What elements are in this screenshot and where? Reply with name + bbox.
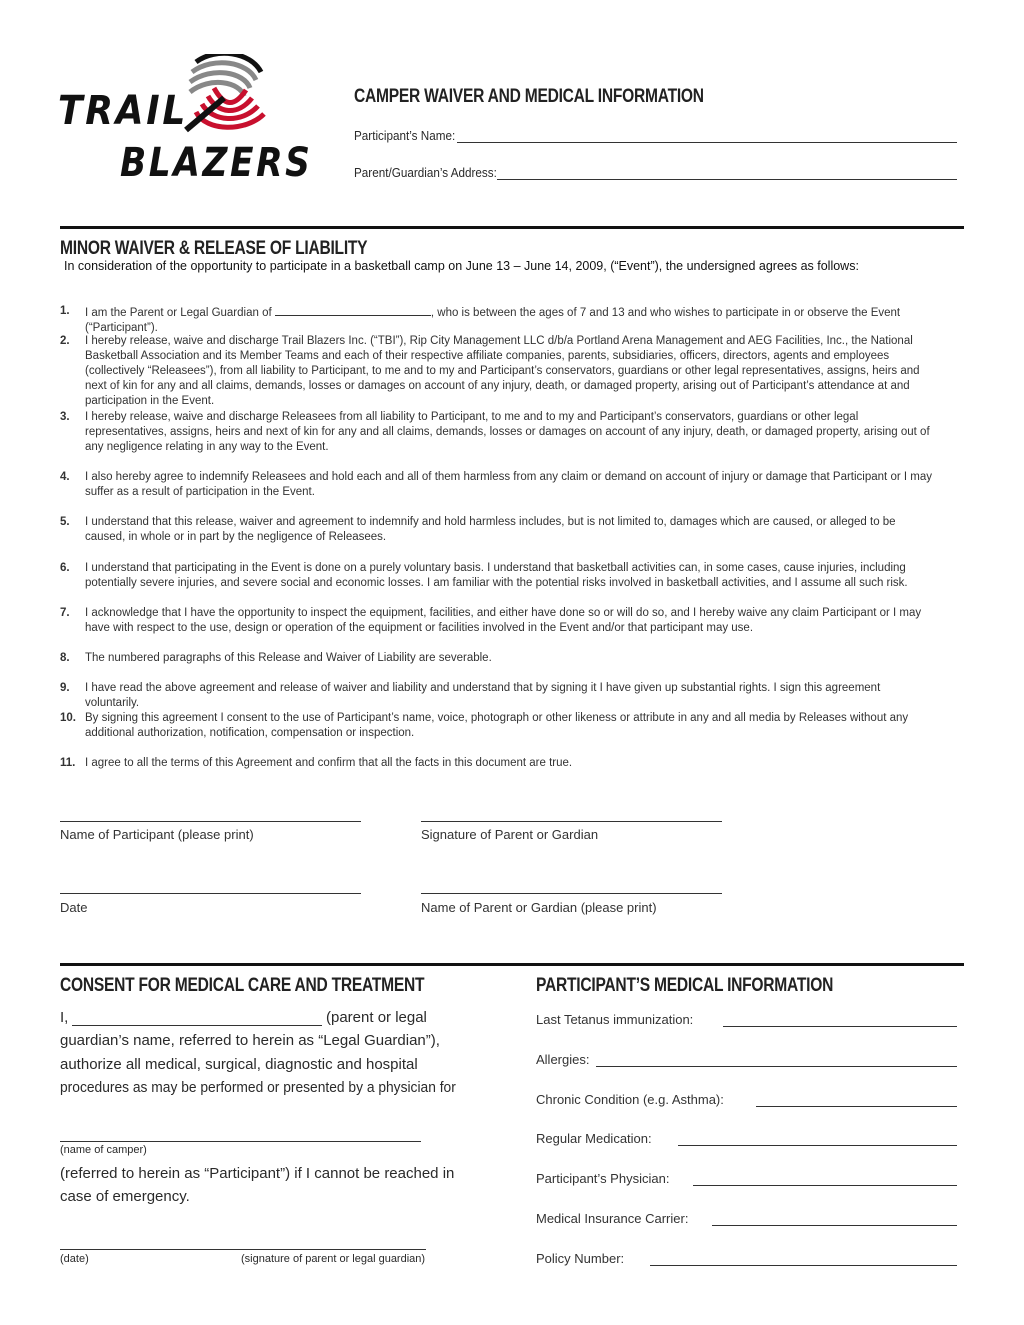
item-number: 9.	[60, 682, 70, 694]
regular-medication-label: Regular Medication:	[536, 1131, 652, 1146]
insurance-carrier-label: Medical Insurance Carrier:	[536, 1211, 689, 1226]
item-number: 5.	[60, 516, 70, 528]
date-field[interactable]	[60, 893, 361, 894]
item-number: 10.	[60, 712, 76, 724]
item-number: 2.	[60, 335, 70, 347]
item1-prefix: I am the Parent or Legal Guardian of	[85, 307, 272, 319]
tetanus-label: Last Tetanus immunization:	[536, 1012, 694, 1027]
consent-line-2: guardian’s name, referred to herein as “Legal Guardian”),	[60, 1032, 440, 1049]
item1-suffix: , who is between the ages of 7 and 13 and who wishes to participate in or observe the Event (“Participant”).	[85, 307, 901, 334]
parent-signature-label: Signature of Parent or Gardian	[421, 827, 599, 842]
child-name-blank[interactable]	[275, 304, 431, 316]
participant-name-label: Participant’s Name:	[354, 128, 456, 143]
consent-title: CONSENT FOR MEDICAL CARE AND TREATMENT	[60, 975, 425, 996]
chronic-condition-label: Chronic Condition (e.g. Asthma):	[536, 1092, 724, 1107]
allergies-label: Allergies:	[536, 1052, 590, 1067]
trail-blazers-logo	[54, 54, 313, 194]
tetanus-field[interactable]	[723, 1026, 957, 1027]
item-text: I understand that this release, waiver and agreement to indemnify and hold harmless includes, but is not limited to, damages which are caused, or alleged to be caused, in whole or in part by the negligence of Releasees.	[85, 516, 896, 543]
medical-title: PARTICIPANT’S MEDICAL INFORMATION	[536, 975, 834, 996]
consent-date-signature-field[interactable]	[60, 1249, 426, 1250]
item-text: I hereby release, waive and discharge Releasees from all liability to Participant, to me and to my and Participant’s conservators, guardians or other legal representatives, assigns, heirs and next of kin for any and all claims, demands, losses or damages on account of any injury, death, or damaged property, arising out of any negligence relating in any way to the Event.	[85, 411, 930, 453]
item-text: I acknowledge that I have the opportunity to inspect the equipment, facilities, and either have done so or will do so, and I hereby waive any claim Participant or I may have with respect to the use, design or operation of the equipment or facilities involved in the Event and/or that participant may use.	[85, 607, 922, 634]
item-number: 6.	[60, 562, 70, 574]
consent-line-4: procedures as may be performed or presented by a physician for	[60, 1079, 456, 1096]
parent-name-print-field[interactable]	[421, 893, 722, 894]
consent-i-label: I,	[60, 1009, 69, 1026]
item-text: I also hereby agree to indemnify Releasees and hold each and all of them harmless from any claim or demand on account of injury or damage that Participant or I may suffer as a result of participation in the Event.	[85, 471, 932, 498]
item-number: 11.	[60, 757, 76, 769]
policy-number-field[interactable]	[650, 1265, 957, 1266]
parent-address-label: Parent/Guardian’s Address:	[354, 165, 497, 180]
section-divider	[60, 226, 964, 229]
consent-after-blank: (parent or legal	[326, 1009, 427, 1026]
participant-name-print-label: Name of Participant (please print)	[60, 827, 254, 842]
logo-trail-text: TRAIL	[58, 88, 188, 134]
participant-name-print-field[interactable]	[60, 821, 361, 822]
item-number: 8.	[60, 652, 70, 664]
consent-signature-caption: (signature of parent or legal guardian)	[241, 1253, 426, 1265]
waiver-title: MINOR WAIVER & RELEASE OF LIABILITY	[60, 238, 368, 259]
consent-line-5: (referred to herein as “Participant”) if I cannot be reached in	[60, 1165, 455, 1182]
allergies-field[interactable]	[596, 1066, 957, 1067]
physician-label: Participant’s Physician:	[536, 1171, 670, 1186]
section-divider	[60, 963, 964, 966]
item-text: I agree to all the terms of this Agreement and confirm that all the facts in this document are true.	[85, 757, 573, 769]
item-text: By signing this agreement I consent to the use of Participant’s name, voice, photograph or other likeness or attribute in any and all media by Releases without any additional authorization, notification, compensation or inspection.	[85, 712, 909, 739]
consent-date-caption: (date)	[60, 1253, 89, 1265]
item-text: I have read the above agreement and release of waiver and liability and understand that by signing it I have given up substantial rights. I sign this agreement voluntarily.	[85, 682, 881, 709]
physician-field[interactable]	[693, 1185, 957, 1186]
form-title: CAMPER WAIVER AND MEDICAL INFORMATION	[354, 86, 704, 107]
item-text: I hereby release, waive and discharge Trail Blazers Inc. (“TBI”), Rip City Management LLC d/b/a Portland Arena Management and AEG Facilities, Inc., the National Basketball Association and its Member Teams and each of their respective affiliate companies, parents, subsidiaries, officers, directors, agents and employees (collectively “Releasees”), from all liability to Participant, to me and to my and Participant’s conservators, guardians or other legal representatives, assigns, heirs and next of kin for any and all claims, demands, losses or damages on account of any injury, death, or damaged property, arising out of Participant’s attendance at and participation in the Event.	[85, 335, 920, 407]
item-text: The numbered paragraphs of this Release and Waiver of Liability are severable.	[85, 652, 492, 664]
regular-medication-field[interactable]	[678, 1145, 957, 1146]
policy-number-label: Policy Number:	[536, 1251, 625, 1266]
date-label: Date	[60, 900, 88, 915]
consent-line-6: case of emergency.	[60, 1188, 190, 1205]
item-number: 4.	[60, 471, 70, 483]
item-number: 1.	[60, 305, 70, 317]
insurance-carrier-field[interactable]	[712, 1225, 957, 1226]
guardian-name-field[interactable]	[72, 1025, 322, 1026]
consent-line-3: authorize all medical, surgical, diagnostic and hospital	[60, 1056, 418, 1073]
camper-name-caption: (name of camper)	[60, 1144, 147, 1156]
item-number: 3.	[60, 411, 70, 423]
item-number: 7.	[60, 607, 70, 619]
participant-name-field[interactable]	[457, 142, 957, 143]
item-text	[85, 304, 935, 336]
parent-name-print-label: Name of Parent or Gardian (please print)	[421, 900, 657, 915]
camper-name-field[interactable]	[60, 1141, 421, 1142]
chronic-condition-field[interactable]	[756, 1106, 957, 1107]
waiver-intro: In consideration of the opportunity to participate in a basketball camp on June 13 – June 14, 2009, (“Event”), the undersigned agrees as follows:	[64, 259, 859, 273]
parent-signature-field[interactable]	[421, 821, 722, 822]
logo-blazers-text: BLAZERS	[120, 140, 313, 186]
parent-address-field[interactable]	[497, 179, 957, 180]
item-text: I understand that participating in the Event is done on a purely voluntary basis. I understand that basketball activities can, in some cases, cause injuries, including potentially severe injuries, and severe social and economic losses. I am familiar with the potential risks involved in basketball activities, and I assume all such risk.	[85, 562, 908, 589]
